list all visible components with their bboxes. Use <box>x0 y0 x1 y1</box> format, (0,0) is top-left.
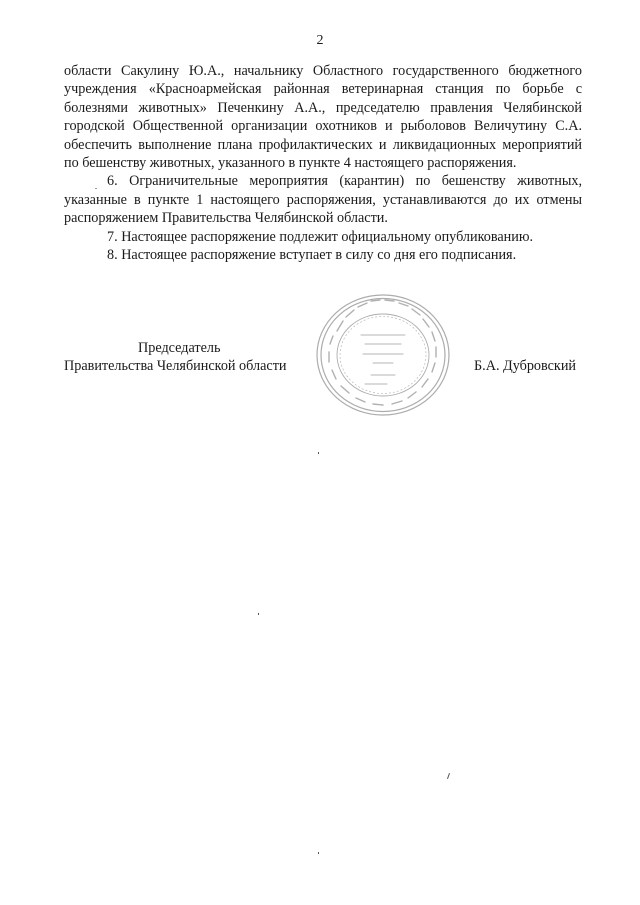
page-number: 2 <box>316 33 324 48</box>
scan-speck <box>447 773 450 779</box>
scan-speck <box>318 452 319 454</box>
signatory-name: Б.А. Дубровский <box>474 358 577 374</box>
scan-speck <box>318 852 319 854</box>
paragraph-7: 7. Настоящее распоряжение подлежит официальному опубликованию. <box>107 228 534 245</box>
scan-speck <box>95 188 97 189</box>
signatory-title <box>64 339 304 376</box>
paragraph-8: 8. Настоящее распоряжение вступает в силу со дня его подписания. <box>107 247 517 264</box>
official-seal-stamp <box>313 291 453 419</box>
scan-speck <box>258 613 259 615</box>
document-body <box>64 62 582 264</box>
paragraph-5-continuation: области Сакулину Ю.А., начальнику Областного государственного бюджетного учреждения «Красноармейская районная ветеринарная станция по борьбе с болезнями животных» Печенкину А.А., председателю правления Челябинской городской Общественной организации охотников и рыболовов Величутину С.А. обеспечить выполнение плана профилактических и ликвидационных мероприятий по бешенству животных, указанного в пункте 4 настоящего распоряжения. <box>64 63 582 172</box>
signatory-title-line2: Правительства Челябинской области <box>64 358 287 375</box>
signatory-title-line1: Председатель <box>138 340 221 356</box>
paragraph-6: 6. Ограничительные мероприятия (карантин) по бешенству животных, указанные в пункте 1 настоящего распоряжения, устанавливаются до их отмены распоряжением Правительства Челябинской области. <box>64 173 582 227</box>
